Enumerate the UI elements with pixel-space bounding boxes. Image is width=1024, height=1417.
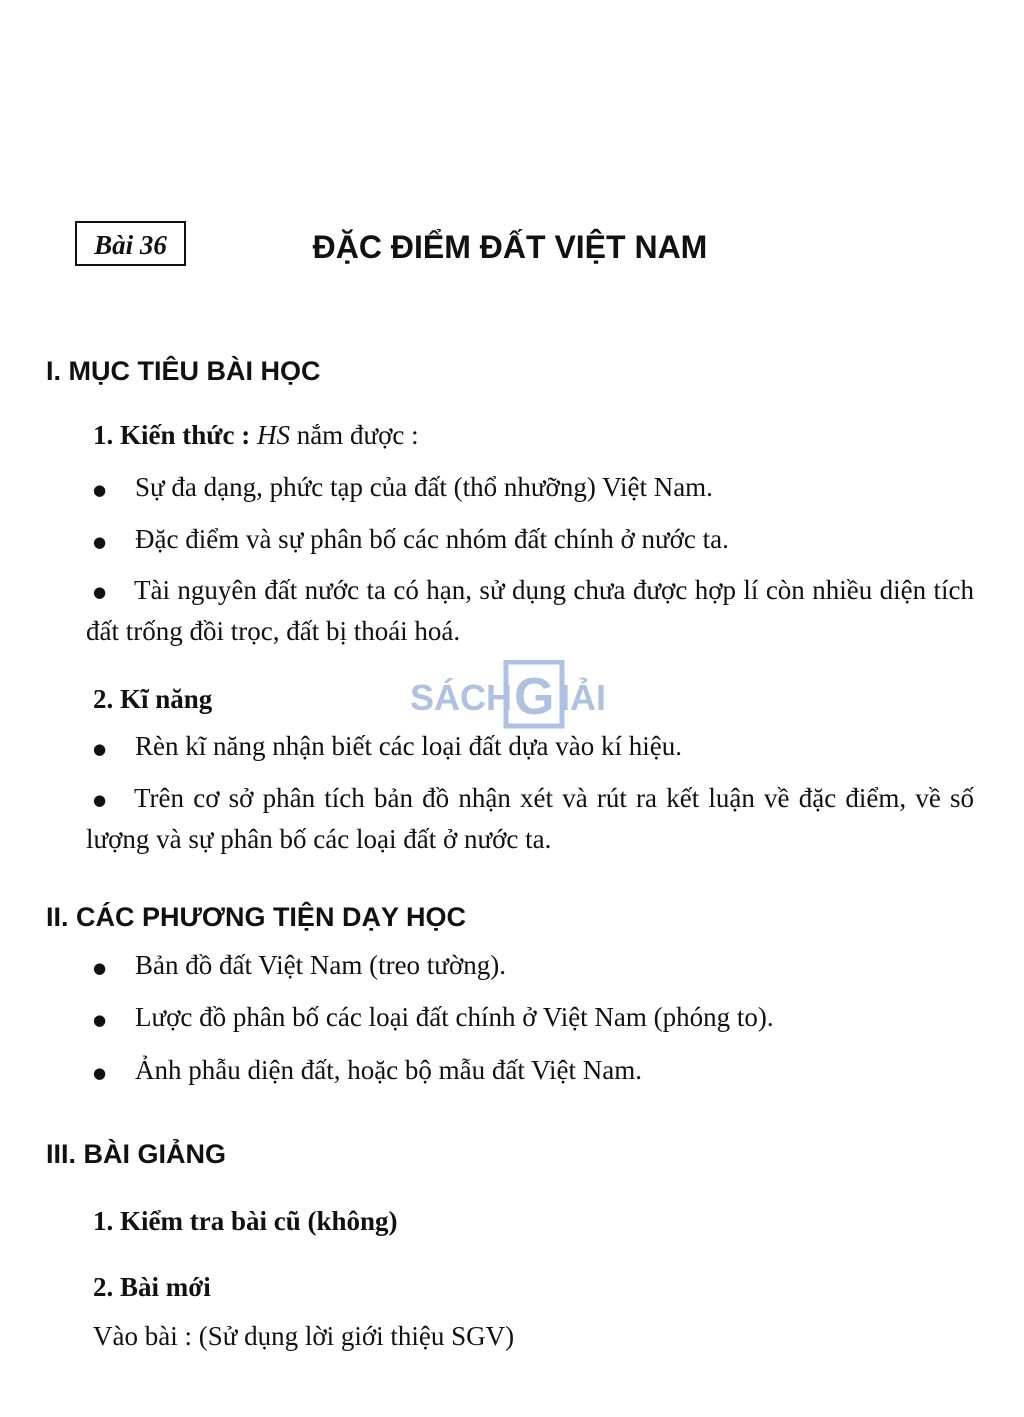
- section-heading-objectives: I. MỤC TIÊU BÀI HỌC: [46, 356, 321, 386]
- knowledge-subheading: [93, 418, 419, 452]
- knowledge-item: [93, 522, 729, 559]
- check-old-lesson: 1. Kiểm tra bài cũ (không): [93, 1206, 398, 1236]
- lesson-intro: Vào bài : (Sử dụng lời giới thiệu SGV): [93, 1321, 515, 1351]
- watermark-left-text: SÁCH: [410, 677, 513, 718]
- knowledge-item: [86, 571, 974, 651]
- bullet-icon: ●: [93, 958, 107, 977]
- bullet-icon: ●: [93, 1010, 107, 1029]
- skills-item-text: Rèn kĩ năng nhận biết các loại đất dựa vào kí hiệu.: [135, 731, 682, 761]
- lesson-number-box: Bài 36: [75, 221, 186, 266]
- bullet-icon: ●: [93, 532, 107, 551]
- knowledge-rest: nắm được :: [289, 420, 419, 450]
- new-lesson-subheading: 2. Bài mới: [93, 1272, 211, 1302]
- watermark-right-text: IẢI: [560, 677, 607, 718]
- bullet-icon: ●: [93, 583, 107, 602]
- skills-item-text: Trên cơ sở phân tích bản đồ nhận xét và rút ra kết luận về đặc điểm, về số lượng và sự phân bố các loại đất ở nước ta.: [86, 783, 974, 855]
- teaching-aid-item: [93, 1053, 642, 1090]
- bullet-icon: ●: [93, 480, 107, 499]
- teaching-aid-text: Bản đồ đất Việt Nam (treo tường).: [135, 950, 506, 980]
- teaching-aid-item: [93, 948, 506, 985]
- sachgiai-watermark-logo: [410, 660, 620, 752]
- section-heading-lecture: III. BÀI GIẢNG: [46, 1139, 227, 1169]
- knowledge-item: [93, 470, 713, 507]
- teaching-aid-text: Ảnh phẫu diện đất, hoặc bộ mẫu đất Việt Nam.: [135, 1055, 643, 1085]
- skills-item: [86, 779, 974, 859]
- teaching-aid-item: [93, 1000, 774, 1037]
- knowledge-label: 1. Kiến thức :: [93, 420, 257, 450]
- bullet-icon: ●: [93, 1063, 107, 1082]
- knowledge-item-text: Đặc điểm và sự phân bố các nhóm đất chính ở nước ta.: [135, 524, 729, 554]
- bullet-icon: ●: [93, 739, 107, 758]
- skills-subheading: 2. Kĩ năng: [93, 684, 213, 714]
- knowledge-subject: HS: [256, 420, 290, 450]
- knowledge-item-text: Tài nguyên đất nước ta có hạn, sử dụng chưa được hợp lí còn nhiều diện tích đất trống đồi trọc, đất bị thoái hoá.: [86, 575, 974, 647]
- lesson-title: ĐẶC ĐIỂM ĐẤT VIỆT NAM: [312, 229, 708, 265]
- bullet-icon: ●: [93, 791, 107, 810]
- watermark-letter: G: [514, 668, 555, 726]
- teaching-aid-text: Lược đồ phân bố các loại đất chính ở Việt Nam (phóng to).: [135, 1002, 774, 1032]
- section-heading-teaching-aids: II. CÁC PHƯƠNG TIỆN DẠY HỌC: [46, 902, 466, 932]
- knowledge-item-text: Sự đa dạng, phức tạp của đất (thổ nhưỡng) Việt Nam.: [135, 472, 713, 502]
